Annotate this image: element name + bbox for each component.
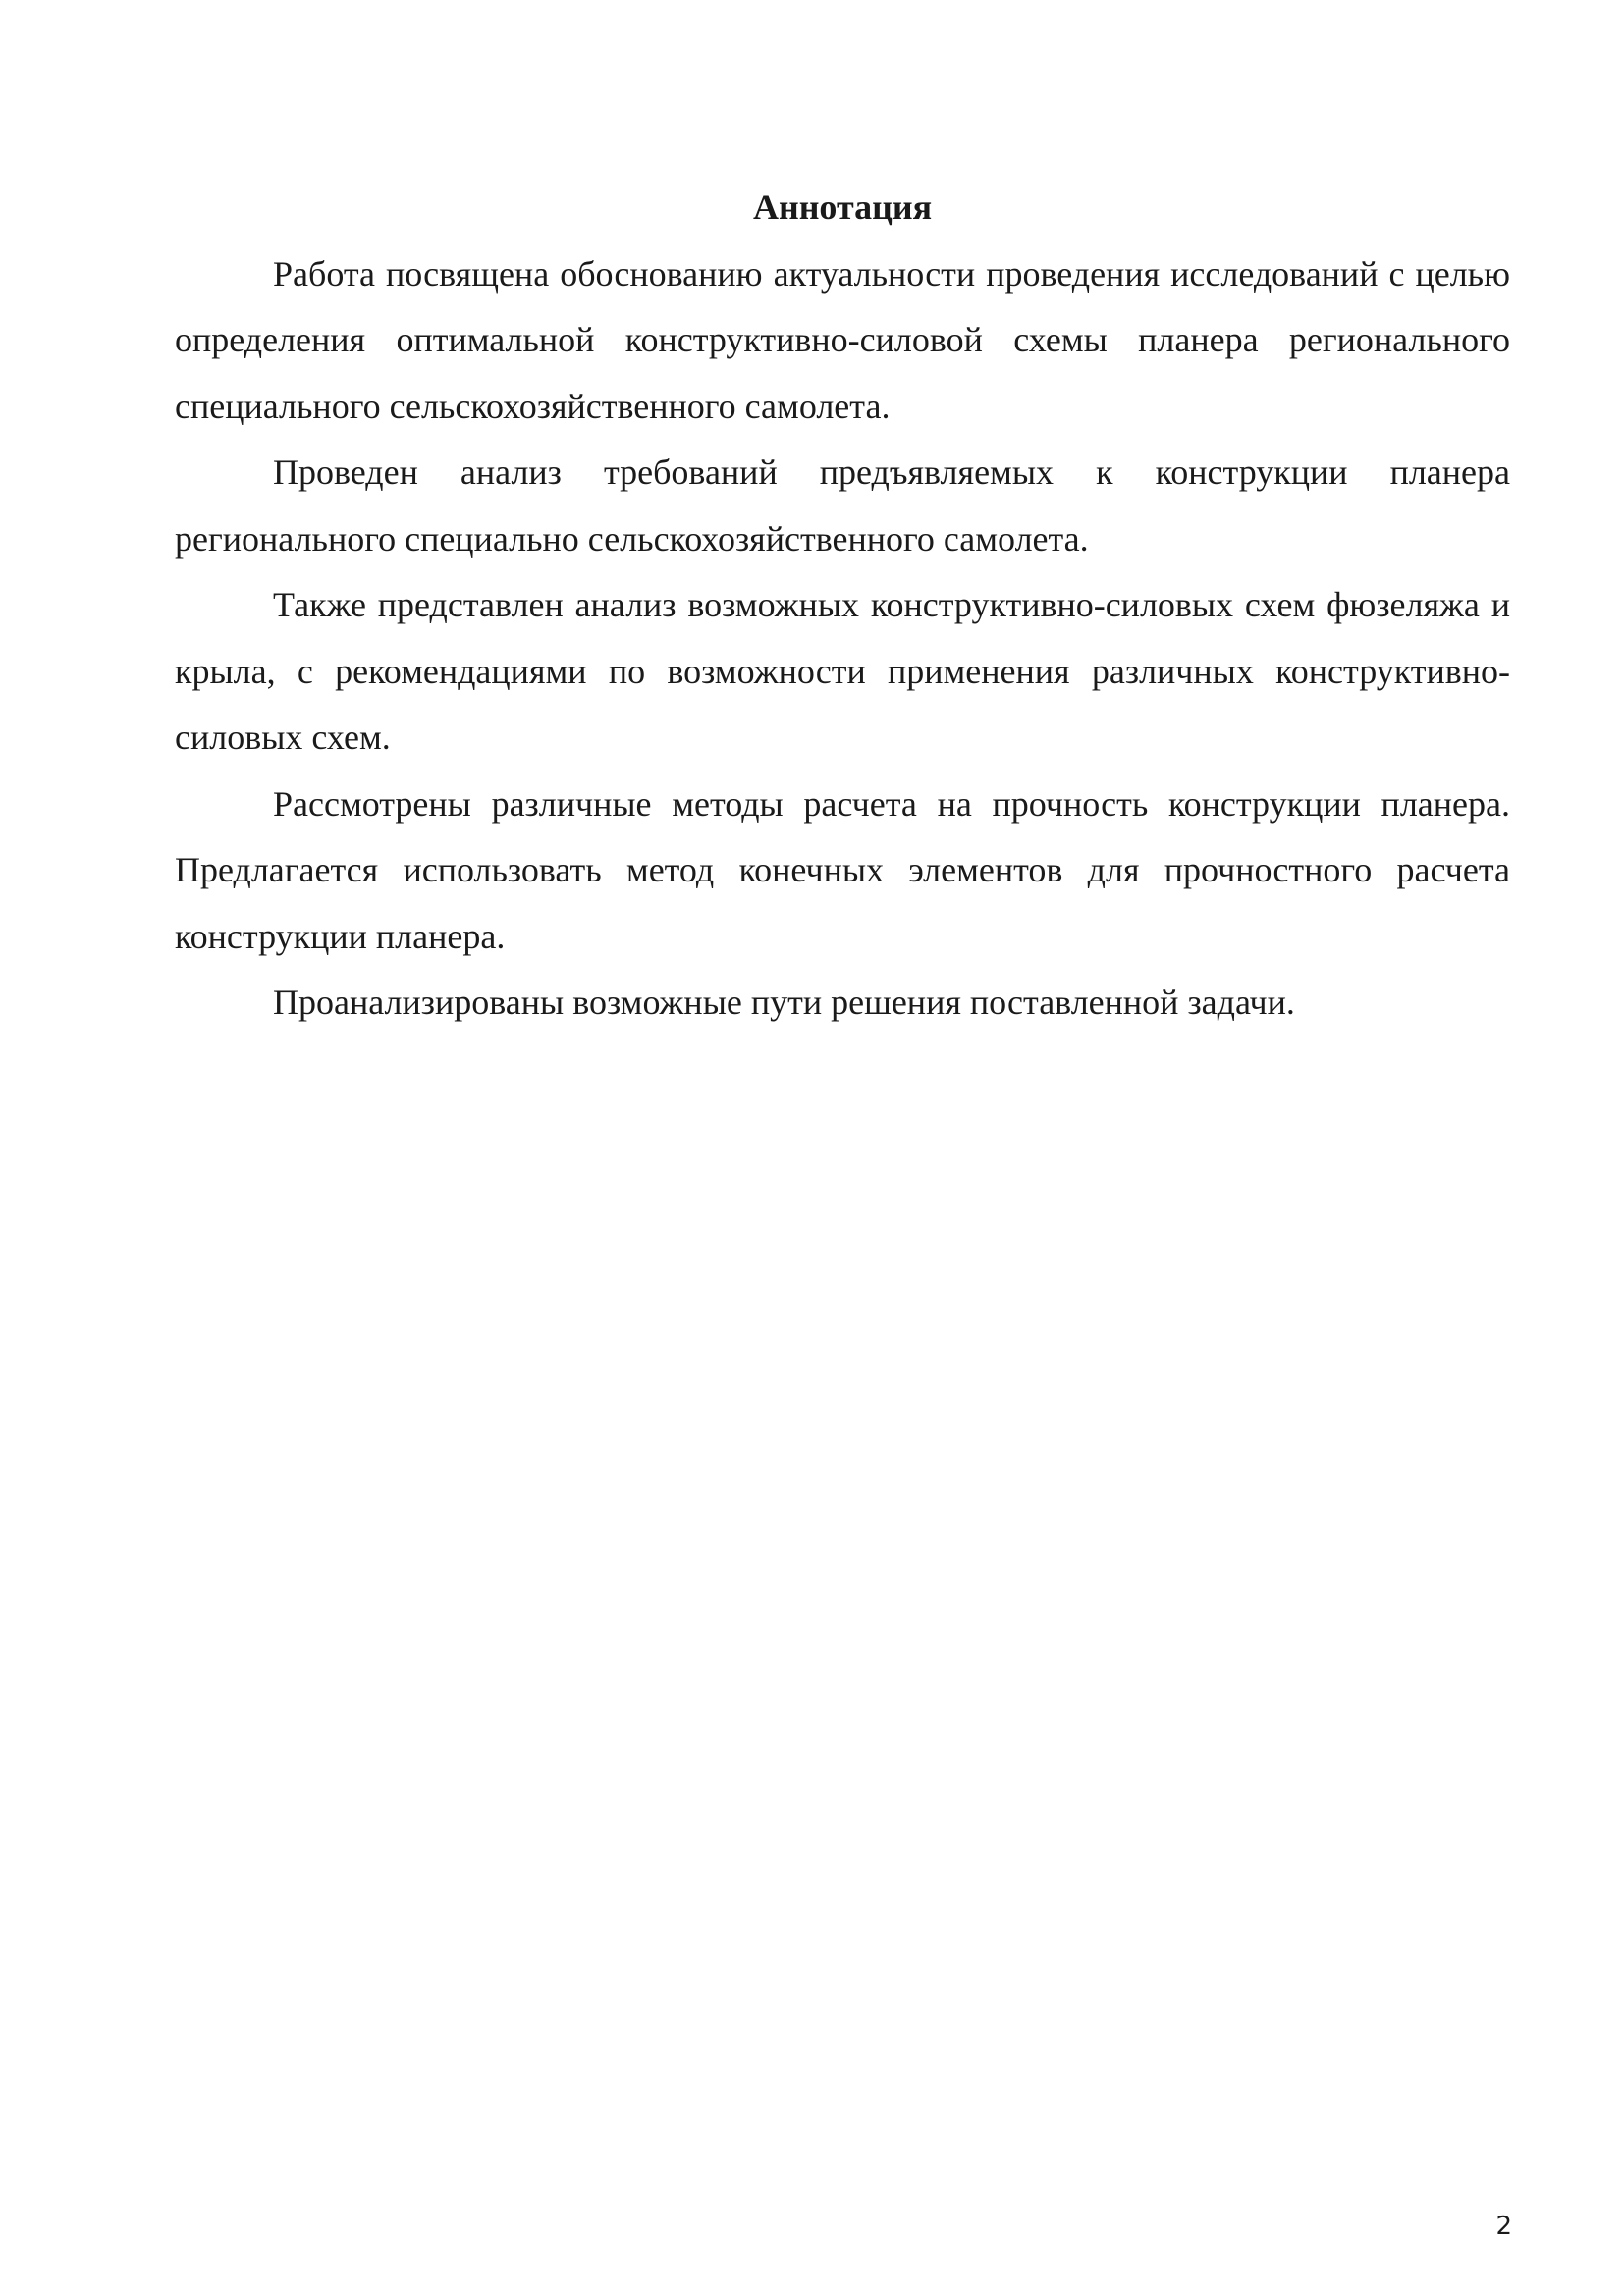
paragraph-purpose: Работа посвящена обоснованию актуальности проведения исследований с целью определения оптимальной конструктивно-силовой схемы планера регионального специального сельскохозяйственного самолета. (175, 253, 1510, 426)
paragraph-methods: Рассмотрены различные методы расчета на прочность конструкции планера. Предлагается использовать метод конечных элементов для прочностного расчета конструкции планера. (175, 783, 1510, 956)
paragraph-requirements: Проведен анализ требований предъявляемых к конструкции планера регионального специально сельскохозяйственного самолета. (175, 453, 1510, 559)
paragraph-solutions: Проанализированы возможные пути решения поставленной задачи. (273, 983, 1295, 1022)
section-title: Аннотация (752, 187, 933, 227)
page-number: 2 (1495, 2212, 1512, 2241)
annotation-section (175, 175, 1510, 1037)
paragraph-schemes: Также представлен анализ возможных конструктивно-силовых схем фюзеляжа и крыла, с рекомендациями по возможности применения различных конструктивно-силовых схем. (175, 585, 1510, 757)
